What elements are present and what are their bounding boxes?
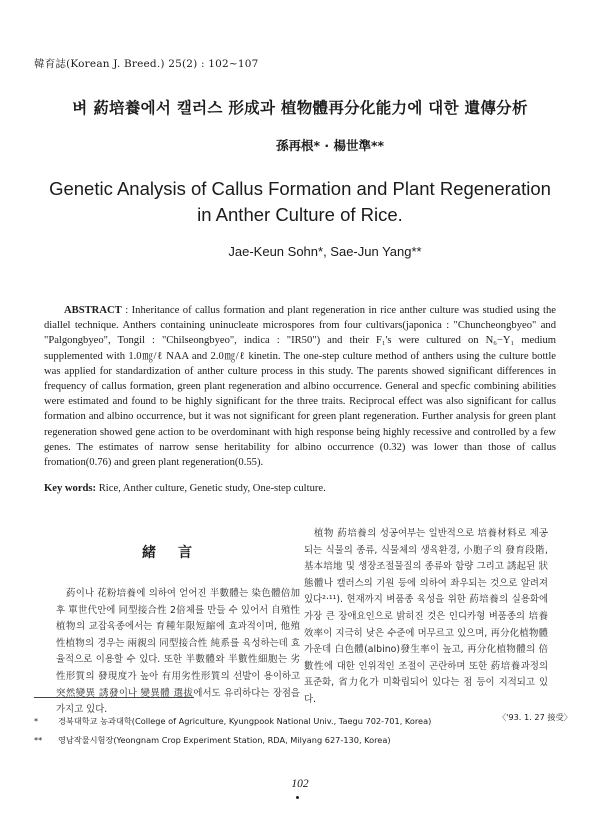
footnote-2 — [34, 731, 574, 750]
footnote-mark: * — [34, 716, 39, 726]
korean-title: 벼 葯培養에서 캘러스 形成과 植物體再分化能力에 대한 遺傳分析 — [72, 99, 528, 117]
introduction-right-column — [304, 526, 548, 709]
korean-authors: 孫再根* · 楊世準** — [275, 138, 385, 153]
abstract — [44, 303, 556, 470]
footer-dot — [296, 796, 299, 799]
footnote-text: 경북대학교 농과대학(College of Agriculture, Kyungpook National Univ., Taegu 702-701, Korea) — [58, 716, 432, 726]
footnotes — [34, 712, 574, 750]
keywords-label: Key words: — [44, 483, 97, 494]
journal-reference: 韓育誌(Korean J. Breed.) 25(2) : 102~107 — [34, 58, 259, 70]
english-title — [0, 176, 600, 228]
keywords — [44, 483, 556, 494]
section-heading-introduction: 緒言 — [142, 545, 214, 561]
introduction-paragraph-2: 植物 葯培養의 성공여부는 일반적으로 培養材料로 제공되는 식물의 종류, 식물체의 생육환경, 小胞子의 發育段階, 基本培地 및 생장조절물질의 종류와 함량 그리고 誘起된 狀態體나 캘러스의 기원 등에 의하여 좌우되는 것으로 알려져 있다²·¹¹). 현재까지 벼품종 육성을 위한 葯培養의 실용화에 가장 큰 장애요인으로 밝히진 것은 인디카형 벼품종의 培養效率이 지극히 낮은 수준에 머무르고 있으며, 再分化植物體 가운데 白色體(albino)發生率이 높고, 再分化植物體의 倍數性에 대한 인위적인 조절이 곤란하며 또한 葯培養과정의 표준화, 省力化가 미확립되어 있다는 점 등이 지적되고 있다. — [304, 528, 548, 705]
received-date: 〈'93. 1. 27 接受〉 — [497, 712, 572, 722]
english-authors: Jae-Keun Sohn*, Sae-Jun Yang** — [228, 244, 422, 259]
introduction-paragraph-1: 葯이나 花粉培養에 의하여 얻어진 半數體는 染色體倍加 후 單世代안에 同型接合性 2倍체를 만들 수 있어서 自殖性植物의 교잡육종에서는 育種年限短縮에 효과적이며, 他殖性植物의 경우는 兩親의 同型接合性 純系를 육성하는데 효율적으로 이용할 수 있다. 또한 半數體와 半數性細胞는 劣性形質의 發現度가 높아 有用劣性形質의 선발이 용이하고 突然變異 誘發이나 變異體 選拔에서도 유리하다는 장점을 가지고 있다. — [56, 588, 300, 716]
page-number: 102 — [291, 778, 309, 790]
english-title-line-1: Genetic Analysis of Callus Formation and Plant Regeneration — [49, 178, 551, 199]
abstract-text: : Inheritance of callus formation and plant regeneration in rice anther culture was studied using the diallel technique. Anthers containing uninucleate microspores from four cultivars(japonica : "Chuncheongbyeo" and "Palgongbyeo", Tongil : "Chilseongbyeo", indica : "IR50") and their F₁'s were cultured on N₆−Y₁ medium supplemented with 1.0㎎/ℓ NAA and 2.0㎎/ℓ kinetin. The one-step culture method of anthers using the culture bottle was applied for standardization of anther culture process in this study. The parents showed significant differences in frequency of callus formation, green plant regeneration and albino occurrence. General and specfic combining abilities were estimated and found to be highly significant for the three traits. Reciprocal effect was also significant for callus formation and albino occurrence, but it was not significant for green plant regeneration. Further analysis for green plant regeneration showed gene action to be overdominant with high response being highly recessive and controlled by a few genes. The estimates of narrow sense heritability for albino occurrence (0.32) was lower than those of callus fromation(0.76) and green plant regeneration(0.55). — [44, 305, 556, 469]
keywords-text: Rice, Anther culture, Genetic study, One-step culture. — [96, 483, 326, 494]
footnote-rule — [34, 697, 194, 698]
english-title-line-2: in Anther Culture of Rice. — [197, 204, 403, 225]
footnote-text: 영남작물시험장(Yeongnam Crop Experiment Station, RDA, Milyang 627-130, Korea) — [58, 735, 391, 745]
introduction-left-column — [56, 586, 300, 719]
abstract-label: ABSTRACT — [64, 305, 122, 316]
footnote-mark: ** — [34, 735, 43, 745]
footnote-1 — [34, 712, 574, 731]
